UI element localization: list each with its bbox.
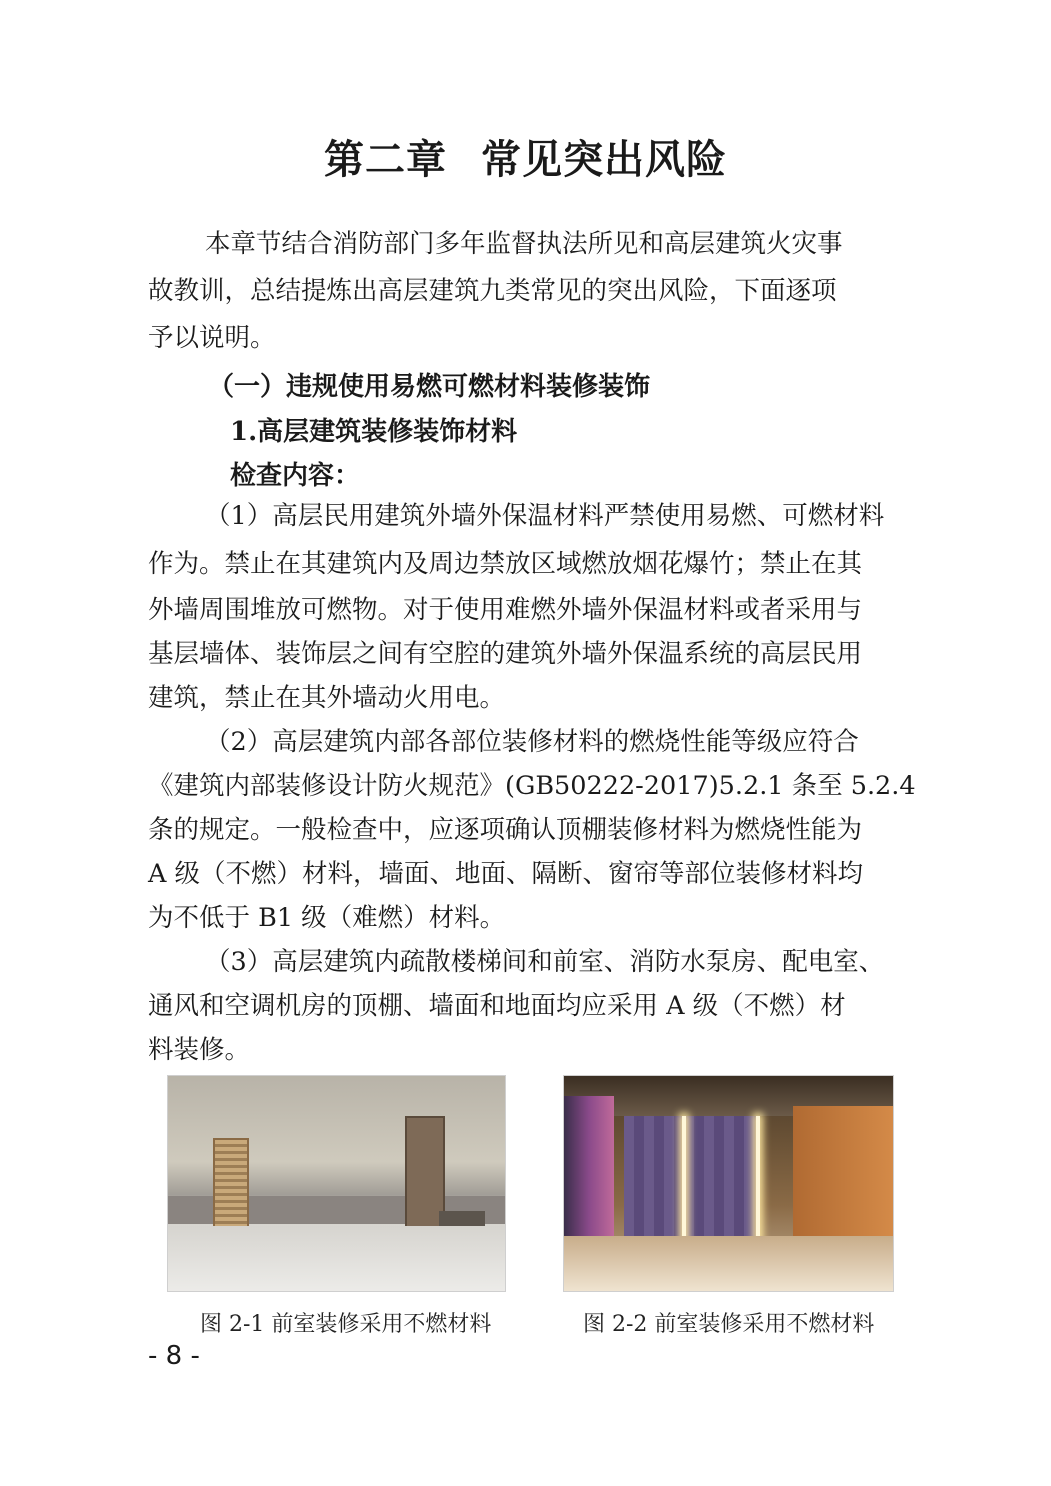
figure-2-2-photo <box>563 1075 894 1292</box>
photo-light-strip <box>756 1116 760 1241</box>
check-content-label: 检查内容： <box>230 461 361 491</box>
section-subheading: 1.高层建筑装修装饰材料 <box>230 417 518 447</box>
figure-2-1-photo <box>167 1075 506 1292</box>
photo-floor <box>168 1226 505 1291</box>
item-3-line-3: 料装修。 <box>148 1035 251 1065</box>
item-3-line-2: 通风和空调机房的顶棚、墙面和地面均应采用 A 级（不燃）材 <box>148 991 846 1021</box>
chapter-title <box>0 128 1051 185</box>
item-1-line-2: 作为。禁止在其建筑内及周边禁放区域燃放烟花爆竹；禁止在其 <box>148 549 863 579</box>
item-2-line-1: （2）高层建筑内部各部位装修材料的燃烧性能等级应符合 <box>205 727 859 757</box>
item-1-line-3: 外墙周围堆放可燃物。对于使用难燃外墙外保温材料或者采用与 <box>148 595 863 625</box>
chapter-name: 常见突出风险 <box>481 137 727 183</box>
figure-2-1-caption: 图 2-1 前室装修采用不燃材料 <box>200 1312 492 1337</box>
item-1-line-4: 基层墙体、装饰层之间有空腔的建筑外墙外保温系统的高层民用 <box>148 639 863 669</box>
intro-line-3: 予以说明。 <box>148 323 276 353</box>
photo-light-strip <box>682 1116 686 1241</box>
photo-elevator-wall <box>624 1116 759 1236</box>
chapter-number: 第二章 <box>324 137 447 183</box>
page-number: - 8 - <box>148 1341 200 1371</box>
item-1-line-1: （1）高层民用建筑外墙外保温材料严禁使用易燃、可燃材料 <box>205 501 885 531</box>
item-2-line-4: A 级（不燃）材料，墙面、地面、隔断、窗帘等部位装修材料均 <box>148 859 864 889</box>
photo-wood-wall <box>793 1106 893 1246</box>
intro-line-1: 本章节结合消防部门多年监督执法所见和高层建筑火灾事 <box>205 229 843 259</box>
section-heading: （一）违规使用易燃可燃材料装修装饰 <box>208 372 651 402</box>
photo-floor <box>564 1236 893 1291</box>
item-3-line-1: （3）高层建筑内疏散楼梯间和前室、消防水泵房、配电室、 <box>205 947 885 977</box>
item-2-line-3: 条的规定。一般检查中，应逐项确认顶棚装修材料为燃烧性能为 <box>148 815 863 845</box>
item-2-line-2: 《建筑内部装修设计防火规范》(GB50222-2017)5.2.1 条至 5.2.4 <box>148 771 916 801</box>
figure-2-2-caption: 图 2-2 前室装修采用不燃材料 <box>583 1312 875 1337</box>
item-2-line-5: 为不低于 B1 级（难燃）材料。 <box>148 903 506 933</box>
intro-line-2: 故教训，总结提炼出高层建筑九类常见的突出风险，下面逐项 <box>148 276 837 306</box>
item-1-line-5: 建筑，禁止在其外墙动火用电。 <box>148 683 506 713</box>
